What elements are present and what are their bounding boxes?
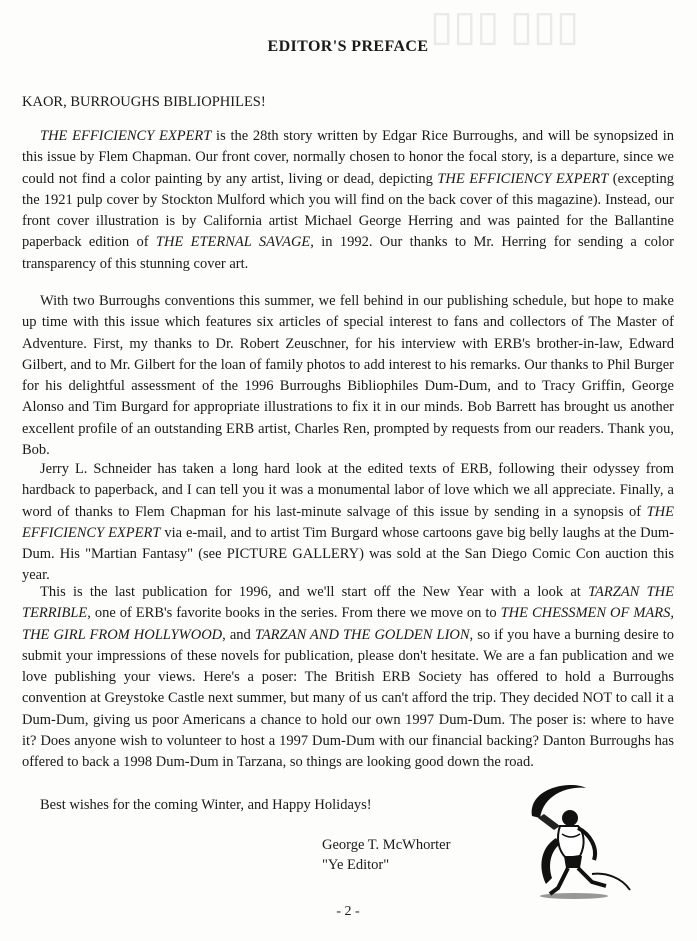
editors-preface-page [22,0,674,941]
svg-text:▯▯▯ ▯▯▯: ▯▯▯ ▯▯▯ [430,4,580,50]
page-title: EDITOR'S PREFACE [267,38,429,55]
body-text: This is the last publication for 1996, and we'll start off the New Year with a look at [40,584,589,600]
book-title-text: TARZAN THE TERRIBLE [22,584,674,622]
greeting: KAOR, BURROUGHS BIBLIOPHILES! [22,94,266,110]
warrior-with-raised-sword-icon [510,778,640,903]
body-text: , one of ERB's favorite books in the series. From there we move on to [87,605,501,622]
body-text: via e-mail, and to artist Tim Burgard whose cartoons gave big belly laughs at the Dum-Dum. His "Martian Fantasy" (see PICTURE GALLERY) was sold at the San Diego Comic Con auction this year. [22,524,674,584]
body-text: , and [222,626,255,643]
book-title-text: THE EFFICIENCY EXPERT [22,503,674,541]
body-text: is the 28th story written by Edgar Rice Burroughs, and will be synopsized in this issue by Flem Chapman. Our front cover, normally chosen to honor the focal story, is a departure, since we could not find a color painting by any artist, living or dead, depicting [22,128,674,187]
paragraph-3 [22,459,674,587]
book-title-text: THE CHESSMEN OF MARS, THE GIRL FROM HOLLYWOOD [22,605,674,643]
body-text: With two Burroughs conventions this summer, we fell behind in our publishing schedule, but hope to make up time with this issue which features six articles of special interest to fans and collectors of The Master of Adventure. First, my thanks to Dr. Robert Zeuschner, for his interview with ERB's brother-in-law, Edward Gilbert, and to Mr. Gilbert for the loan of family photos to add interest to his remarks. Our thanks to Phil Burger for his delightful assessment of the 1996 Burroughs Bibliophiles Dum-Dum, and to Tracy Griffin, George Alonso and Tim Burgard for appropriate illustrations to fix it in our minds. Bob Barrett has brought us another excellent profile of an outstanding ERB artist, Charles Ren, prompted by requests from our readers. Thank you, Bob. [22,293,674,459]
signature-name: George T. McWhorter [322,837,451,853]
paragraph-2 [22,291,674,461]
body-text: (excepting the 1921 pulp cover by Stockton Mulford which you will find on the back cover of this magazine). Instead, our front cover illustration is by California artist Michael George Herring and was painted for the Ballantine paperback edition of [22,170,674,251]
book-title-text: THE EFFICIENCY EXPERT [40,128,212,144]
body-text: , in 1992. Our thanks to Mr. Herring for sending a color transparency of this stunning cover art. [22,234,674,272]
book-title-text: THE EFFICIENCY EXPERT [437,170,609,187]
book-title-text: TARZAN AND THE GOLDEN LION [254,626,470,643]
paragraph-1 [22,126,674,275]
body-text: Jerry L. Schneider has taken a long hard look at the edited texts of ERB, following their odyssey from hardback to paperback, and I can tell you it was a monumental labor of love which we all appreciate. Finally, a word of thanks to Flem Chapman for his last-minute salvage of this issue by sending in a synopsis of [22,461,674,520]
signature-role: "Ye Editor" [322,857,390,873]
book-title-text: THE ETERNAL SAVAGE [155,234,311,251]
paragraph-4 [22,582,674,774]
body-text: , so if you have a burning desire to submit your impressions of these novels for publication, please don't hesitate. We are a fan publication and we love publishing your views. Here's a poser: The British ERB Society has offered to hold a Burroughs convention at Greystoke Castle next summer, but many of us can't afford the trip. They decided NOT to call it a Dum-Dum, giving us poor Americans a chance to hold our own 1997 Dum-Dum. The poser is: where to have it? Does anyone wish to volunteer to host a 1997 Dum-Dum with our financial backing? Danton Burroughs has offered to back a 1998 Dum-Dum in Tarzana, so things are looking good down the road. [22,626,674,771]
page-number: - 2 - [336,904,360,919]
closing-line: Best wishes for the coming Winter, and Happy Holidays! [40,797,372,813]
